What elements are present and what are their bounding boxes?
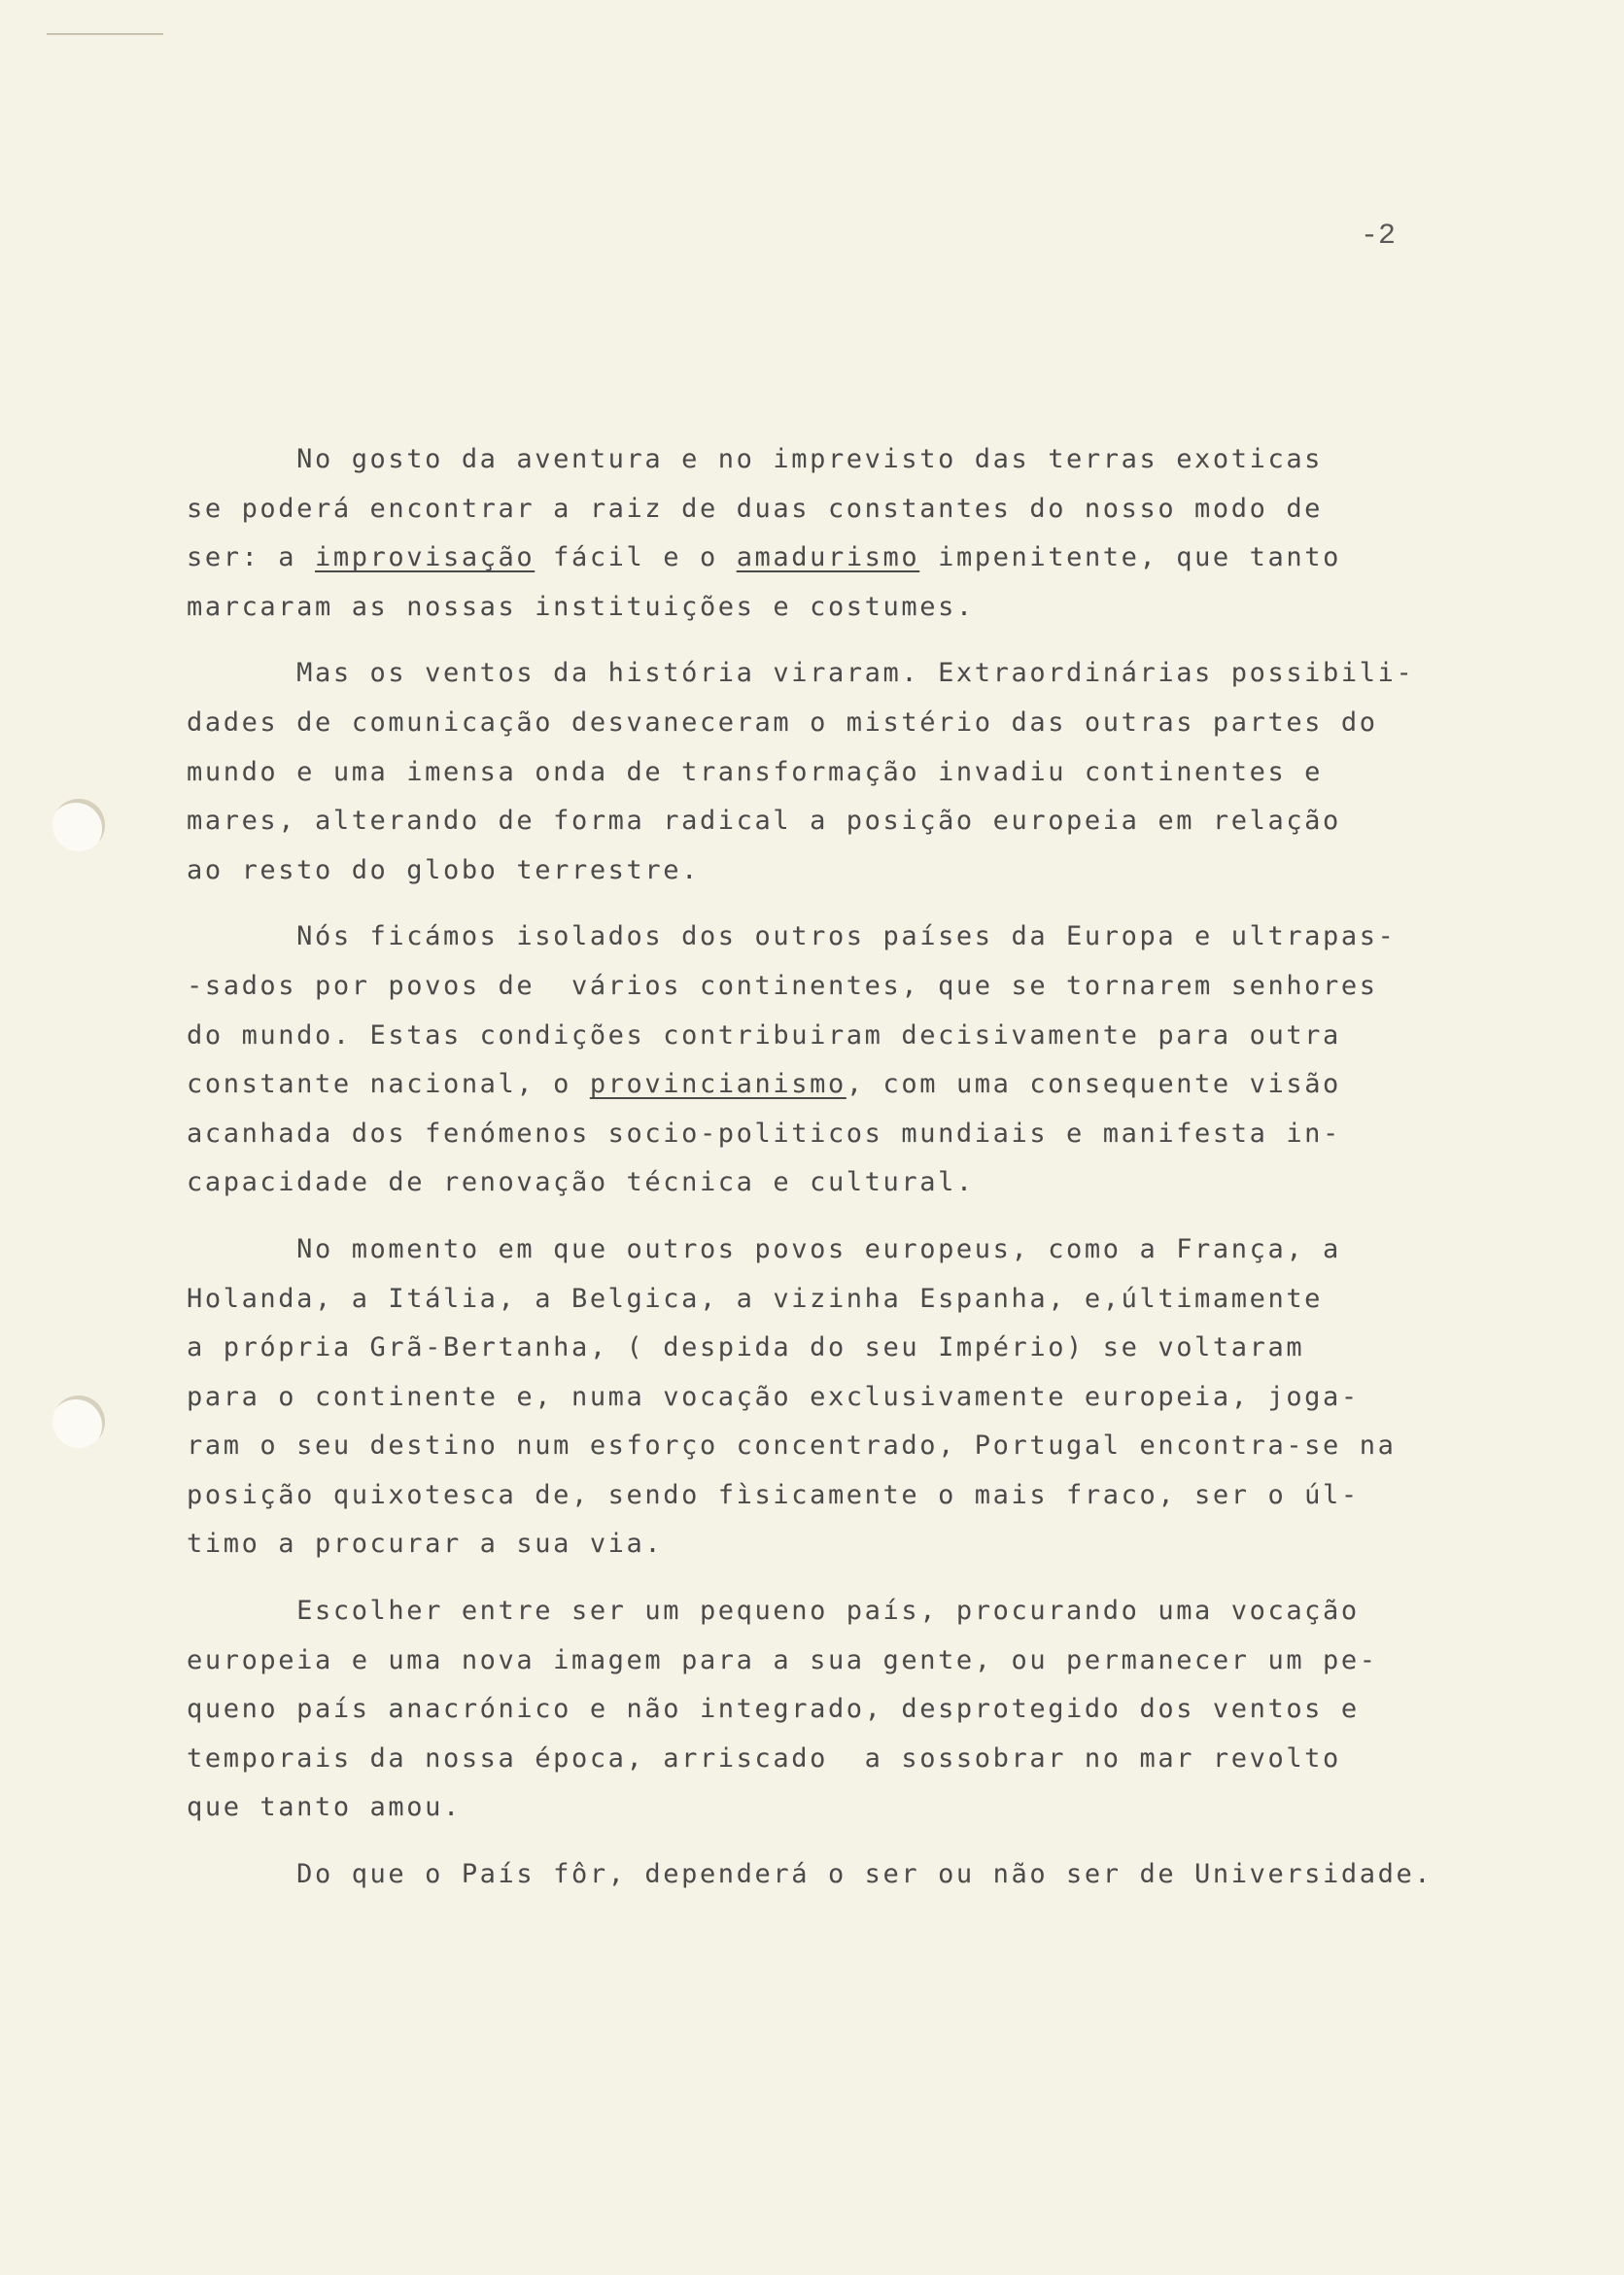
text-run: -sados por povos de vários continentes, que se tornarem senhores [187, 970, 1378, 1001]
text-run: mares, alterando de forma radical a posição europeia em relação [187, 806, 1341, 837]
text-line [187, 435, 1479, 485]
text-run: temporais da nossa época, arriscado a sossobrar no mar revolto [187, 1742, 1341, 1774]
underlined-term: improvisação [315, 542, 536, 573]
text-run: marcaram as nossas instituições e costumes. [187, 591, 975, 622]
text-line [187, 1275, 1479, 1325]
paragraph [187, 1850, 1479, 1900]
paragraph [187, 1225, 1479, 1569]
punch-hole-upper [52, 799, 105, 851]
text-run: a própria Grã-Bertanha, ( despida do seu Império) se voltaram [187, 1332, 1305, 1363]
text-line [187, 1225, 1479, 1275]
text-run: Escolher entre ser um pequeno país, procurando uma vocação [187, 1596, 1360, 1627]
text-line [187, 1012, 1479, 1061]
text-run: Nós ficámos isolados dos outros países da Europa e ultrapas- [187, 921, 1397, 952]
punch-hole-lower [52, 1396, 105, 1448]
text-line [187, 649, 1479, 699]
underlined-term: amadurismo [736, 542, 920, 573]
text-line [187, 1520, 1479, 1569]
text-run: Mas os ventos da história viraram. Extraordinárias possibili- [187, 658, 1415, 689]
text-run: se poderá encontrar a raiz de duas constantes do nosso modo de [187, 493, 1324, 524]
text-run: impenitente, que tanto [919, 542, 1341, 573]
text-run: queno país anacrónico e não integrado, desprotegido dos ventos e [187, 1694, 1360, 1725]
text-run: europeia e uma nova imagem para a sua gente, ou permanecer um pe- [187, 1644, 1378, 1675]
text-line [187, 1783, 1479, 1833]
text-line [187, 1850, 1479, 1900]
text-run: ao resto do globo terrestre. [187, 854, 700, 885]
text-run: constante nacional, o [187, 1069, 590, 1100]
text-run: capacidade de renovação técnica e cultural. [187, 1167, 975, 1198]
text-line [187, 699, 1479, 748]
page-number: -2 [1361, 220, 1397, 253]
text-run: que tanto amou. [187, 1792, 462, 1823]
paragraph [187, 1587, 1479, 1833]
text-line [187, 1637, 1479, 1686]
text-run: mundo e uma imensa onda de transformação invadiu continentes e [187, 756, 1324, 787]
document-body [187, 435, 1479, 1917]
text-line [187, 797, 1479, 846]
text-run: para o continente e, numa vocação exclusivamente europeia, joga- [187, 1381, 1360, 1412]
text-line [187, 1158, 1479, 1208]
underlined-term: provincianismo [589, 1069, 847, 1100]
text-run: Do que o País fôr, dependerá o ser ou não ser de Universidade. [187, 1859, 1434, 1890]
text-run: , com uma consequente visão [846, 1069, 1341, 1100]
text-line [187, 1060, 1479, 1110]
text-line [187, 534, 1479, 583]
text-line [187, 1110, 1479, 1159]
pencil-mark [47, 33, 163, 35]
text-run: Holanda, a Itália, a Belgica, a vizinha Espanha, e,últimamente [187, 1283, 1324, 1314]
text-line [187, 1735, 1479, 1784]
text-run: acanhada dos fenómenos socio-politicos mundiais e manifesta in- [187, 1118, 1341, 1149]
text-run: No momento em que outros povos europeus, como a França, a [187, 1233, 1341, 1264]
paragraph [187, 913, 1479, 1208]
text-run: No gosto da aventura e no imprevisto das terras exoticas [187, 444, 1324, 474]
text-line [187, 1471, 1479, 1521]
text-line [187, 748, 1479, 798]
text-run: do mundo. Estas condições contribuiram decisivamente para outra [187, 1019, 1341, 1051]
text-run: posição quixotesca de, sendo fìsicamente o mais fraco, ser o úl- [187, 1479, 1360, 1510]
text-line [187, 1324, 1479, 1373]
text-line [187, 583, 1479, 633]
paragraph [187, 649, 1479, 895]
text-run: timo a procurar a sua via. [187, 1529, 664, 1560]
paragraph [187, 435, 1479, 632]
text-run: fácil e o [535, 542, 737, 573]
text-line [187, 1587, 1479, 1637]
text-line [187, 846, 1479, 896]
text-line [187, 485, 1479, 534]
text-run: ram o seu destino num esforço concentrado, Portugal encontra-se na [187, 1430, 1397, 1462]
text-run: ser: a [187, 542, 315, 573]
text-line [187, 913, 1479, 962]
text-line [187, 1373, 1479, 1423]
text-run: dades de comunicação desvaneceram o mistério das outras partes do [187, 707, 1378, 738]
text-line [187, 1685, 1479, 1735]
text-line [187, 1422, 1479, 1471]
text-line [187, 962, 1479, 1012]
